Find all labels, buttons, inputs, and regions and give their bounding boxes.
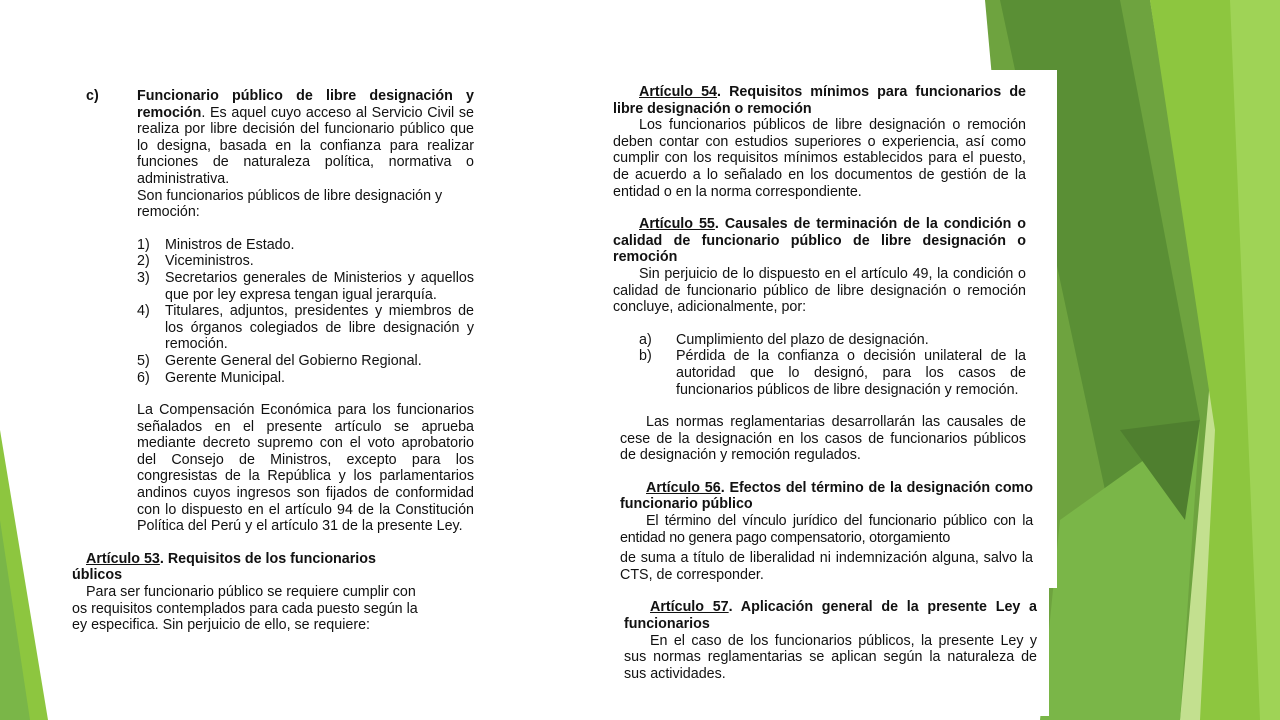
article-53-line: Para ser funcionario público se requiere cumplir con xyxy=(86,584,416,601)
article-54-body: Los funcionarios públicos de libre designación o remoción deben contar con estudios superiores o experiencia, así como cumplir con los requisitos mínimos establecidos para el puesto, de acuerdo a lo señalado en los documentos de gestión de la entidad o en la norma correspondiente. xyxy=(613,117,1026,200)
definition-heading: Funcionario público de libre designación y remoción xyxy=(137,88,474,121)
article-53-title-cont: úblicos xyxy=(72,567,123,584)
list-item: b) Pérdida de la confianza o decisión unilateral de la autoridad que lo designó, para los casos de funcionarios públicos de libre designación y remoción. xyxy=(639,348,1026,398)
definition-paragraph xyxy=(137,88,474,188)
article-56-title: Artículo 56. Efectos del término de la designación como funcionario público xyxy=(620,479,1033,513)
article-53-line: os requisitos contemplados para cada puesto según la xyxy=(72,600,418,617)
article-57-label: Artículo 57 xyxy=(650,599,729,616)
article-56-label: Artículo 56 xyxy=(646,479,721,496)
definition-text: . Es aquel cuyo acceso al Servicio Civil se realiza por libre decisión del funcionario público que lo designa, basada en la confianza para realizar funciones de naturaleza política, normativa o administrativa. xyxy=(137,104,474,187)
article-56-line: El término del vínculo jurídico del funcionario público con la entidad no genera pago compensatorio, otorgamiento xyxy=(620,513,1033,546)
article-53 xyxy=(72,551,474,634)
article-53-line: ey especifica. Sin perjuicio de ello, se requiere: xyxy=(72,617,371,634)
list-item: 5) Gerente General del Gobierno Regional. xyxy=(137,352,422,369)
list-item: a) Cumplimiento del plazo de designación. xyxy=(639,331,929,348)
article-57-body: En el caso de los funcionarios públicos, la presente Ley y sus normas reglamentarias se aplican según la naturaleza de sus actividades. xyxy=(624,632,1037,682)
functionaries-list xyxy=(137,237,474,386)
article-57 xyxy=(624,599,1037,682)
article-54-title: Artículo 54. Requisitos mínimos para funcionarios de libre designación o remoción xyxy=(613,84,1027,117)
right-document xyxy=(613,84,1038,682)
list-item: 2) Viceministros. xyxy=(137,253,254,270)
article-55-list xyxy=(613,332,1026,398)
list-item: 3) Secretarios generales de Ministerios y aquellos que por ley expresa tengan igual jerarquía. xyxy=(137,269,474,303)
article-55-body: Sin perjuicio de lo dispuesto en el artículo 49, la condición o calidad de funcionario público de libre designación o remoción concluye, adicionalmente, por: xyxy=(613,265,1026,316)
article-55-title: Artículo 55. Causales de terminación de la condición o calidad de funcionario público de libre designación o remoción xyxy=(613,216,1026,266)
list-item: 1) Ministros de Estado. xyxy=(137,236,295,253)
list-item: 6) Gerente Municipal. xyxy=(137,369,285,386)
article-57-title: Artículo 57. Aplicación general de la presente Ley a funcionarios xyxy=(624,599,1038,633)
article-55-label: Artículo 55 xyxy=(639,216,715,233)
article-55 xyxy=(613,216,1026,464)
article-55-rules: Las normas reglamentarias desarrollarán las causales de cese de la designación en los casos de funcionarios públicos de designación y remoción regulados. xyxy=(620,414,1026,464)
definition-intro: Son funcionarios públicos de libre designación y remoción: xyxy=(137,187,443,221)
article-53-title: Artículo 53. Requisitos de los funcionarios xyxy=(86,550,376,567)
definition-letter: c) xyxy=(86,88,99,104)
article-53-label: Artículo 53 xyxy=(86,550,160,567)
article-54 xyxy=(613,84,1026,200)
article-56 xyxy=(620,480,1033,584)
compensation-paragraph: La Compensación Económica para los funcionarios señalados en el presente artículo se aprueba mediante decreto supremo con el voto aprobatorio del Consejo de Ministros, excepto para los congresistas de la República y los parlamentarios andinos cuyos ingresos son fijados de conformidad con lo dispuesto en el artículo 94 de la Constitución Política del Perú y el artículo 31 de la presente Ley. xyxy=(137,402,474,535)
article-56-line: de suma a título de liberalidad ni indemnización alguna, salvo la CTS, de corresponder. xyxy=(620,550,1033,583)
list-item: 4) Titulares, adjuntos, presidentes y miembros de los órganos colegiados de libre designación y remoción. xyxy=(137,303,474,353)
article-54-label: Artículo 54 xyxy=(639,84,718,100)
definition-c xyxy=(72,88,474,535)
left-document xyxy=(72,88,474,634)
